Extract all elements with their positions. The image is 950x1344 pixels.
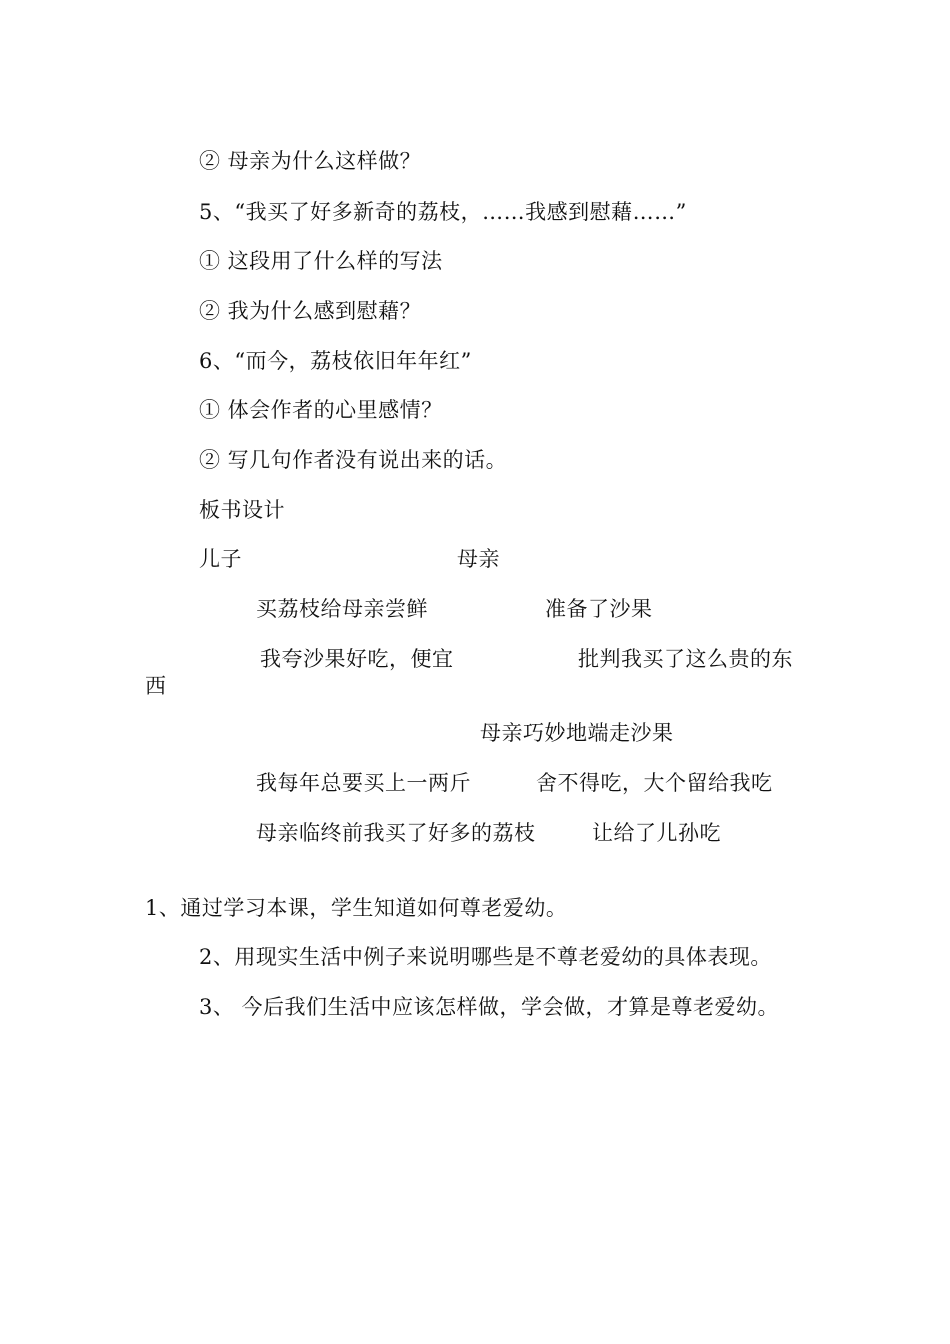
board-row5-left: 母亲临终前我买了好多的荔枝 — [256, 821, 536, 845]
summary-1: 1、通过学习本课，学生知道如何尊老爱幼。 — [145, 896, 568, 920]
board-row4-left: 我每年总要买上一两斤 — [256, 771, 471, 795]
question-5-2: ② 我为什么感到慰藉？ — [199, 299, 422, 323]
board-design-title: 板书设计 — [199, 498, 285, 522]
board-row2-wrap: 西 — [145, 674, 167, 698]
board-row5-right: 让给了儿孙吃 — [592, 821, 721, 845]
board-row4-right: 舍不得吃，大个留给我吃 — [536, 771, 773, 795]
summary-2: 2、用现实生活中例子来说明哪些是不尊老爱幼的具体表现。 — [199, 945, 772, 969]
board-row1-left: 买荔枝给母亲尝鲜 — [256, 597, 428, 621]
board-col-son: 儿子 — [199, 547, 242, 571]
question-6-2: ② 写几句作者没有说出来的话。 — [199, 448, 508, 472]
summary-3: 3、 今后我们生活中应该怎样做，学会做，才算是尊老爱幼。 — [199, 995, 780, 1019]
board-row3-center: 母亲巧妙地端走沙果 — [480, 721, 674, 745]
question-5-1: ① 这段用了什么样的写法 — [199, 249, 443, 273]
question-6-1: ① 体会作者的心里感情？ — [199, 398, 443, 422]
board-col-mother: 母亲 — [457, 547, 500, 571]
question-5: 5、“我买了好多新奇的荔枝，……我感到慰藉……” — [199, 200, 687, 224]
question-6: 6、“而今，荔枝依旧年年红” — [199, 349, 472, 373]
board-row1-right: 准备了沙果 — [545, 597, 653, 621]
board-row2-right: 批判我买了这么贵的东 — [578, 647, 793, 671]
question-4-2: ② 母亲为什么这样做？ — [199, 149, 422, 173]
board-row2-left: 我夸沙果好吃，便宜 — [260, 647, 454, 671]
